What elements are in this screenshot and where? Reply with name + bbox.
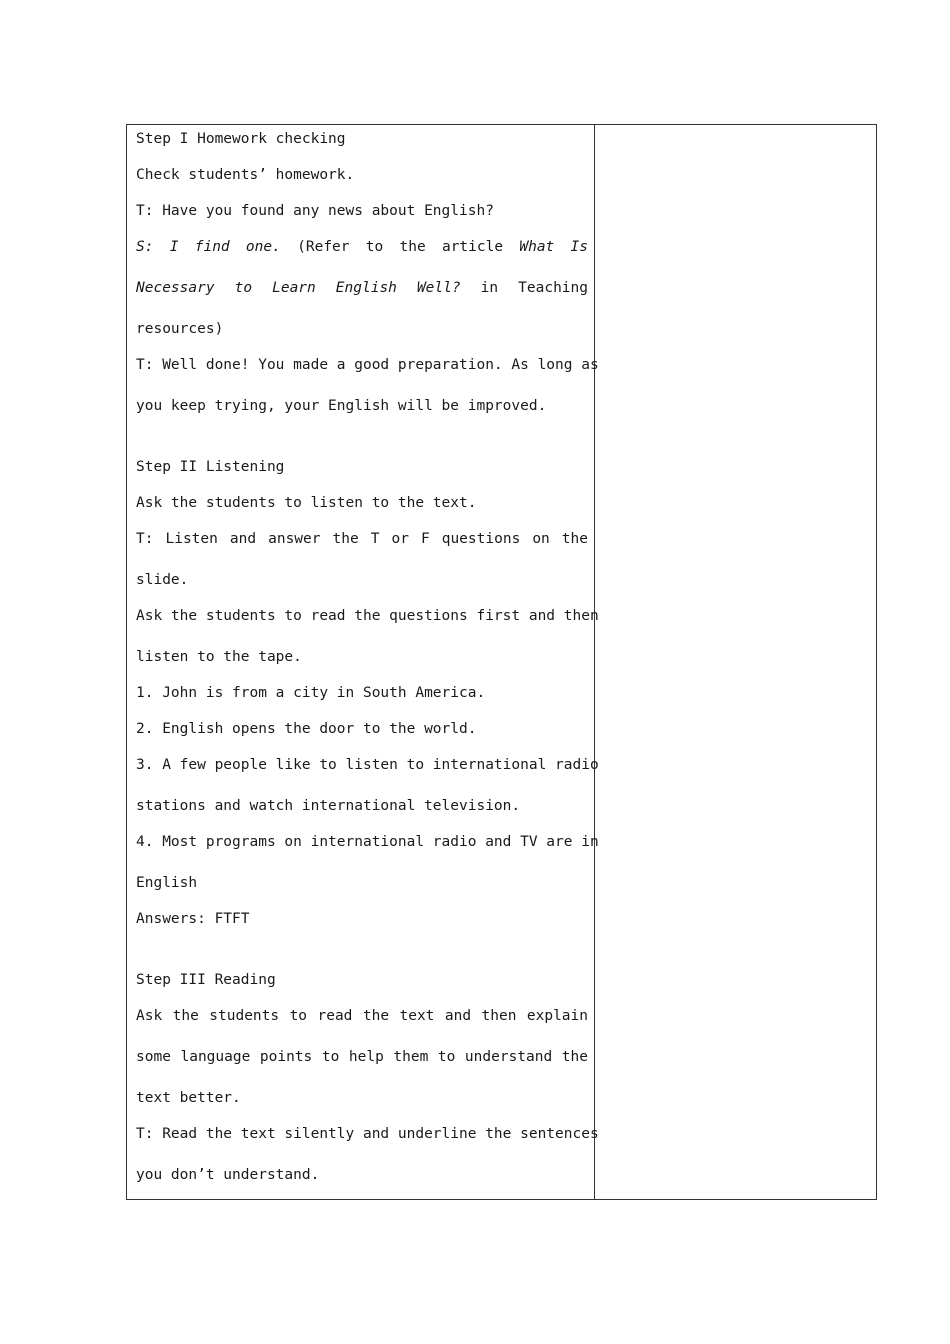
homework-question: T: Have you found any news about English? bbox=[136, 203, 494, 219]
question-4-cont: English bbox=[136, 875, 198, 891]
question-3-cont: stations and watch international television. bbox=[136, 798, 521, 814]
reading-instruction-end: text better. bbox=[136, 1090, 241, 1106]
reading-instruction-cont: some language points to help them to understand the bbox=[136, 1049, 588, 1065]
article-title-part1: What Is bbox=[519, 239, 589, 255]
answers: Answers: FTFT bbox=[136, 911, 250, 927]
student-reply: S: I find one. bbox=[136, 239, 281, 255]
listening-instruction: Ask the students to listen to the text. bbox=[136, 495, 477, 511]
homework-teacher-praise-cont: you keep trying, your English will be improved. bbox=[136, 398, 547, 414]
question-4: 4. Most programs on international radio and TV are in bbox=[136, 834, 599, 850]
lesson-plan-table bbox=[126, 124, 877, 1200]
article-title-part2: Necessary to Learn English Well? bbox=[136, 280, 461, 296]
listening-read-first-cont: listen to the tape. bbox=[136, 649, 302, 665]
reading-teacher-line: T: Read the text silently and underline the sentences bbox=[136, 1126, 599, 1142]
listening-teacher-line-cont: slide. bbox=[136, 572, 189, 588]
reading-teacher-line-cont: you don’t understand. bbox=[136, 1167, 320, 1183]
notes-column bbox=[595, 125, 876, 1199]
homework-student-answer-line bbox=[136, 238, 588, 256]
teaching-procedure-column bbox=[127, 125, 599, 1199]
reading-heading: Step III Reading bbox=[136, 972, 276, 988]
question-2: 2. English opens the door to the world. bbox=[136, 721, 477, 737]
listening-read-first: Ask the students to read the questions first and then bbox=[136, 608, 599, 624]
reading-instruction: Ask the students to read the text and then explain bbox=[136, 1008, 588, 1024]
listening-teacher-line: T: Listen and answer the T or F questions on the bbox=[136, 531, 588, 547]
homework-resources-end: resources) bbox=[136, 321, 224, 337]
listening-heading: Step II Listening bbox=[136, 459, 285, 475]
question-1: 1. John is from a city in South America. bbox=[136, 685, 486, 701]
homework-teacher-praise: T: Well done! You made a good preparation. As long as bbox=[136, 357, 599, 373]
homework-heading: Step I Homework checking bbox=[136, 131, 346, 147]
homework-article-line bbox=[136, 279, 588, 297]
teaching-resources-text: in Teaching bbox=[480, 280, 588, 296]
refer-text: (Refer to the article bbox=[297, 239, 504, 255]
homework-text: Check students’ homework. bbox=[136, 167, 355, 183]
question-3: 3. A few people like to listen to international radio bbox=[136, 757, 599, 773]
